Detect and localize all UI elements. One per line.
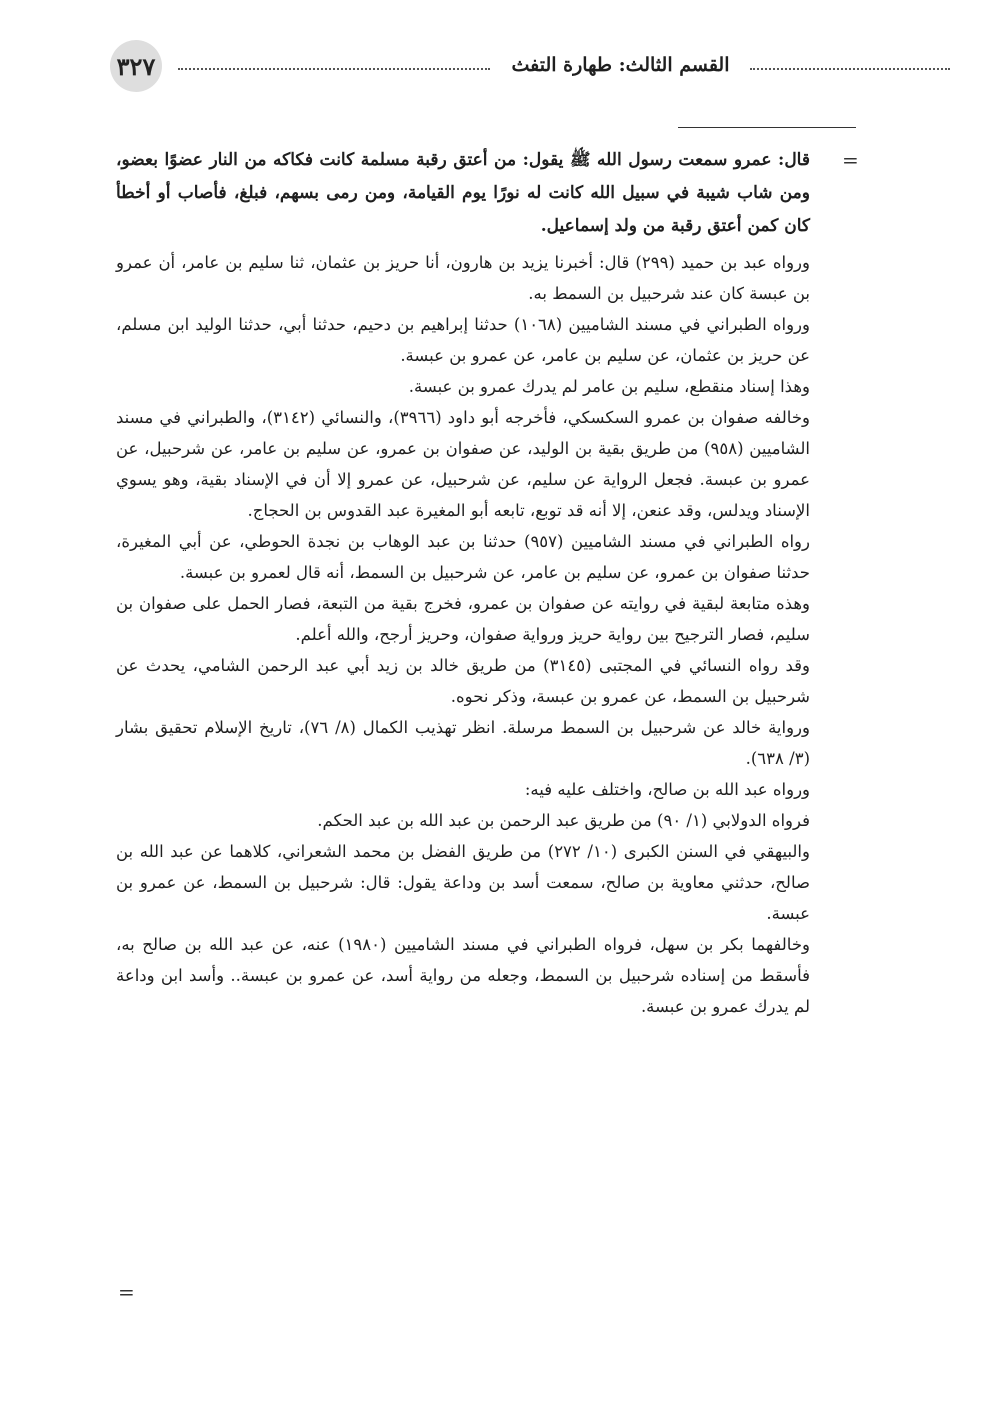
paragraph: والبيهقي في السنن الكبرى (١٠/ ٢٧٢) من طريق الفضل بن محمد الشعراني، كلاهما عن عبد الله بن صالح، حدثني معاوية بن صالح، سمعت أسد بن وداعة يقول: قال: شرحبيل بن السمط، عن عمرو بن عبسة. [116, 842, 810, 923]
paragraph: وخالفهما بكر بن سهل، فرواه الطبراني في مسند الشاميين (١٩٨٠) عنه، عن عبد الله بن صالح به، فأسقط من إسناده شرحبيل بن السمط، وجعله من رواية أسد، عن عمرو بن عبسة.. وأسد ابن وداعة لم يدرك عمرو بن عبسة. [116, 935, 810, 1016]
leader-dots-right [750, 68, 950, 70]
paragraph: فرواه الدولابي (١/ ٩٠) من طريق عبد الرحمن بن عبد الله بن عبد الحكم. [317, 811, 810, 830]
paragraph: وهذه متابعة لبقية في روايته عن صفوان بن عمرو، فخرج بقية من التبعة، فصار الحمل على صفوان بن سليم، فصار الترجيح بين رواية حريز ورواية صفوان، وحريز أرجح، والله أعلم. [116, 594, 810, 644]
paragraph: ورواه الطبراني في مسند الشاميين (١٠٦٨) حدثنا إبراهيم بن دحيم، حدثنا أبي، حدثنا الوليد ابن مسلم، عن حريز بن عثمان، عن سليم بن عامر، عن عمرو بن عبسة. [116, 315, 810, 365]
paragraph: ورواية خالد عن شرحبيل بن السمط مرسلة. انظر تهذيب الكمال (٨/ ٧٦)، تاريخ الإسلام تحقيق بشار (٣/ ٦٣٨). [116, 718, 810, 768]
paragraph: ورواه عبد بن حميد (٢٩٩) قال: أخبرنا يزيد بن هارون، أنا حريز بن عثمان، ثنا سليم بن عامر، أن عمرو بن عبسة كان عند شرحبيل بن السمط به. [116, 253, 810, 303]
header-title: القسم الثالث: طهارة التفث [511, 54, 730, 76]
paragraph: وقد رواه النسائي في المجتبى (٣١٤٥) من طريق خالد بن زيد أبي عبد الرحمن الشامي، يحدث عن شرحبيل بن السمط، عن عمرو بن عبسة، وذكر نحوه. [116, 656, 810, 706]
paragraph: وهذا إسناد منقطع، سليم بن عامر لم يدرك عمرو بن عبسة. [408, 377, 810, 396]
paragraph: ورواه عبد الله بن صالح، واختلف عليه فيه: [524, 780, 810, 799]
continuation-mark-top: = [842, 148, 859, 172]
running-header [110, 40, 850, 100]
footnote-separator [678, 127, 856, 128]
leader-dots-left [178, 68, 490, 70]
continuation-mark-bottom: = [118, 1280, 135, 1304]
page-number: ٣٢٧ [110, 40, 162, 92]
paragraph: وخالفه صفوان بن عمرو السكسكي، فأخرجه أبو داود (٣٩٦٦)، والنسائي (٣١٤٢)، والطبراني في مسند الشاميين (٩٥٨) من طريق بقية بن الوليد، عن صفوان بن عمرو، عن سليم بن عامر، عن شرحبيل، عن عمرو بن عبسة. فجعل الرواية عن سليم، عن شرحبيل، عن عمرو إلا أن في الإسناد بقية، وهو يسوي الإسناد ويدلس، وقد عنعن، إلا أنه قد توبع، تابعه أبو المغيرة عبد القدوس بن الحجاج. [116, 408, 810, 520]
paragraph: رواه الطبراني في مسند الشاميين (٩٥٧) حدثنا بن عبد الوهاب بن نجدة الحوطي، عن أبي المغيرة، حدثنا صفوان بن عمرو، عن سليم بن عامر، عن شرحبيل بن السمط، أنه قال لعمرو بن عبسة. [116, 532, 810, 582]
hadith-text: قال: عمرو سمعت رسول الله ﷺ يقول: من أعتق رقبة مسلمة كانت فكاكه من النار عضوًا بعضو، ومن شاب شيبة في سبيل الله كانت له نورًا يوم القيامة، ومن رمى بسهم، فبلغ، فأصاب أو أخطأ كان كمن أعتق رقبة من ولد إسماعيل. [116, 150, 810, 236]
footnote-body [116, 144, 810, 1022]
